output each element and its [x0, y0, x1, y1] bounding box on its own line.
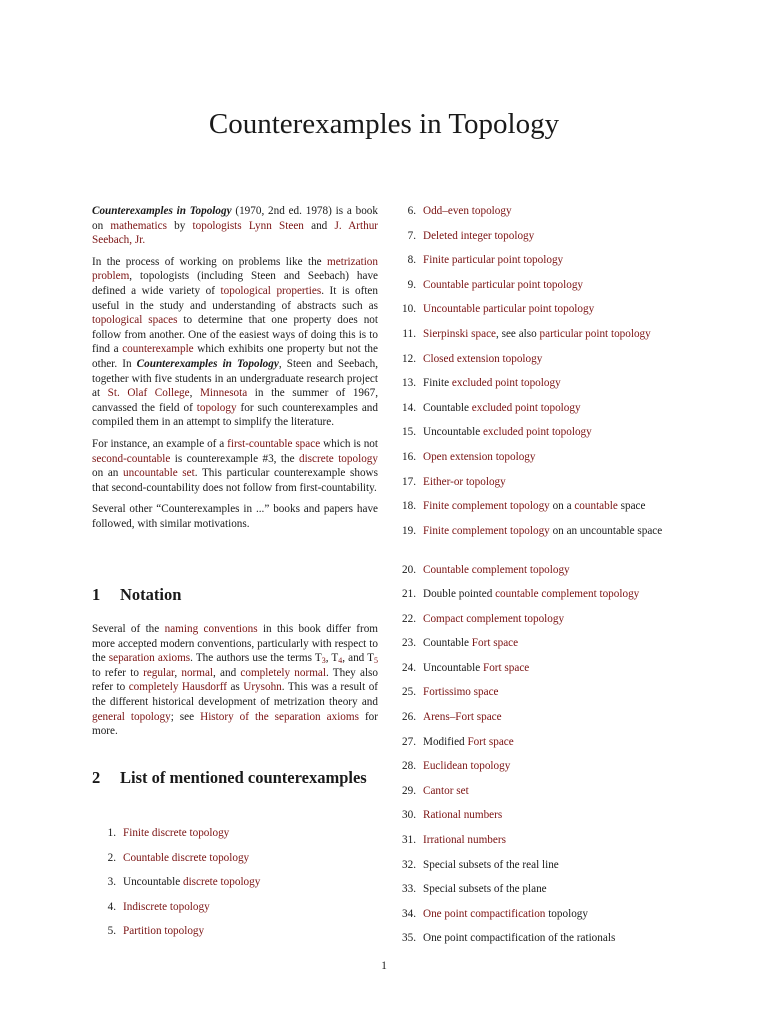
link-counterexample[interactable]: counterexample	[122, 343, 194, 356]
item-link[interactable]: Sierpinski space	[423, 327, 497, 340]
item-number: 16.	[402, 450, 416, 463]
item-link[interactable]: Finite complement topology	[423, 524, 550, 537]
list-item	[92, 851, 378, 876]
item-text	[423, 204, 676, 219]
item-text	[423, 759, 676, 774]
item-text	[423, 352, 676, 367]
item-number: 1.	[107, 827, 116, 839]
item-link[interactable]: Closed extension topology	[423, 352, 543, 365]
item-text: Modified Fort space	[423, 735, 514, 748]
section-1-heading: 1 Notation	[92, 585, 182, 604]
counterexample-list-left	[92, 826, 378, 949]
link-general-topology[interactable]: general topology	[92, 710, 171, 723]
item-link[interactable]: Either-or topology	[423, 475, 506, 488]
item-link[interactable]: Countable complement topology	[423, 563, 570, 576]
item-number: 11.	[402, 327, 416, 340]
item-number: 27.	[402, 735, 416, 748]
list-item	[392, 735, 676, 760]
item-link[interactable]: Euclidean topology	[423, 760, 511, 773]
link-st-olaf-college[interactable]: St. Olaf College	[107, 387, 190, 400]
list-item	[392, 253, 676, 278]
list-item	[92, 875, 378, 900]
list-item	[392, 563, 676, 588]
book-title: Counterexamples in Topology	[92, 205, 232, 217]
item-text: Finite complement topology on a countable space	[423, 500, 646, 513]
item-link[interactable]: Finite particular point topology	[423, 254, 564, 267]
item-text	[423, 685, 676, 700]
item-number: 29.	[402, 784, 416, 797]
list-item	[392, 907, 676, 932]
item-number: 33.	[402, 883, 416, 896]
item-text	[423, 833, 676, 848]
item-link[interactable]: Cantor set	[423, 784, 469, 797]
page-title: Counterexamples in Topology	[208, 108, 560, 140]
item-number: 25.	[402, 686, 416, 699]
link-metrization-problem[interactable]: metrization problem	[92, 255, 378, 283]
link-topologists[interactable]: topologists	[192, 219, 242, 232]
item-link[interactable]: Irrational numbers	[423, 834, 506, 847]
list-item	[92, 826, 378, 851]
link-minnesota[interactable]: Minnesota	[199, 387, 248, 400]
counterexample-list-right	[392, 204, 676, 956]
item-text	[123, 924, 378, 939]
item-number: 17.	[402, 475, 416, 488]
item-number: 18.	[402, 500, 416, 513]
item-link[interactable]: Rational numbers	[423, 809, 503, 822]
list-item	[392, 636, 676, 661]
link-lynn-steen[interactable]: Lynn Steen	[248, 219, 304, 232]
link-urysohn[interactable]: Urysohn	[243, 681, 282, 694]
item-number: 23.	[402, 637, 416, 650]
item-link[interactable]: excluded point topology	[471, 401, 581, 414]
item-link[interactable]: discrete topology	[182, 876, 261, 889]
item-text: Double pointed countable complement topology	[423, 588, 640, 601]
item-text: Uncountable Fort space	[423, 661, 530, 674]
item-text	[423, 229, 676, 244]
item-text: Countable excluded point topology	[423, 401, 581, 414]
item-text: Sierpinski space, see also particular point topology	[423, 327, 651, 340]
book-title-inline: Counterexamples in Topology	[136, 357, 279, 370]
intro-paragraph-3: For instance, an example of a first-countable space which is not second-countable is counterexample #3, the discrete topology on an uncountable set. This particular counterexample shows that second-countability does not follow from first-countability.	[92, 437, 378, 494]
item-number: 6.	[407, 205, 416, 217]
item-number: 30.	[402, 809, 416, 822]
link-mathematics[interactable]: mathematics	[110, 219, 167, 232]
list-item	[92, 924, 378, 949]
item-number: 15.	[402, 426, 416, 439]
item-text: Countable Fort space	[423, 637, 519, 650]
list-item	[392, 612, 676, 637]
item-link[interactable]: Partition topology	[123, 925, 205, 938]
item-text	[423, 808, 676, 823]
item-number: 14.	[402, 401, 416, 414]
item-number: 2.	[107, 851, 116, 864]
item-text	[423, 475, 676, 490]
list-item	[392, 524, 676, 563]
item-text: Special subsets of the plane	[423, 883, 547, 896]
item-text	[423, 253, 676, 268]
item-link[interactable]: excluded point topology	[482, 426, 592, 439]
list-item	[92, 900, 378, 925]
item-link[interactable]: countable	[574, 500, 618, 513]
item-link[interactable]: Fort space	[467, 735, 514, 748]
list-item	[392, 661, 676, 686]
list-item	[392, 587, 676, 612]
item-link[interactable]: Compact complement topology	[423, 612, 565, 625]
list-item	[392, 229, 676, 254]
item-number: 34.	[402, 907, 416, 920]
item-link[interactable]: Fortissimo space	[423, 686, 499, 699]
link-completely-normal[interactable]: completely normal	[240, 666, 326, 679]
item-number: 7.	[407, 229, 416, 242]
item-text	[423, 784, 676, 799]
list-item	[392, 450, 676, 475]
item-number: 3.	[107, 876, 116, 889]
item-link[interactable]: countable complement topology	[495, 588, 640, 601]
list-item	[392, 759, 676, 784]
link-topological-properties[interactable]: topological properties	[220, 284, 322, 297]
item-number: 8.	[407, 254, 416, 267]
list-item	[392, 401, 676, 426]
item-number: 32.	[402, 858, 416, 871]
item-link[interactable]: excluded point topology	[451, 377, 561, 390]
item-number: 12.	[402, 352, 416, 365]
item-text	[123, 900, 378, 915]
item-text	[123, 851, 378, 866]
link-second-countable[interactable]: second-countable	[92, 452, 171, 465]
list-item	[392, 931, 676, 956]
link-naming-conventions[interactable]: naming conventions	[164, 623, 258, 635]
link-uncountable-set[interactable]: uncountable set	[123, 467, 195, 480]
item-number: 9.	[407, 278, 416, 291]
list-item	[392, 685, 676, 710]
item-link[interactable]: Uncountable particular point topology	[423, 303, 595, 316]
item-text	[423, 710, 676, 725]
intro-paragraph-1: Counterexamples in Topology (1970, 2nd ed. 1978) is a book on mathematics by topologists Lynn Steen and J. Arthur Seebach, Jr.	[92, 205, 379, 247]
link-topological-spaces[interactable]: topological spaces	[92, 314, 178, 327]
list-item	[392, 425, 676, 450]
item-number: 10.	[402, 303, 416, 316]
item-text: Uncountable discrete topology	[123, 876, 261, 889]
list-item	[392, 302, 676, 327]
item-number: 4.	[107, 900, 116, 913]
item-link[interactable]: One point compactification	[423, 907, 546, 920]
item-number: 13.	[402, 377, 416, 390]
link-arthur-seebach[interactable]: J. Arthur Seebach, Jr.	[92, 219, 379, 247]
item-number: 31.	[402, 834, 416, 847]
item-link[interactable]: Fort space	[482, 661, 530, 674]
item-text: One point compactification of the rationals	[423, 932, 616, 945]
link-topology[interactable]: topology	[196, 401, 237, 414]
item-text	[423, 563, 676, 578]
item-link[interactable]: particular point topology	[539, 327, 651, 340]
list-item	[392, 784, 676, 809]
item-text	[123, 826, 378, 841]
list-item	[392, 376, 676, 401]
list-item	[392, 475, 676, 500]
item-link[interactable]: Deleted integer topology	[423, 229, 535, 242]
item-number: 28.	[402, 760, 416, 773]
item-text: Finite excluded point topology	[423, 377, 561, 390]
intro-column	[92, 204, 378, 538]
list-item	[392, 352, 676, 377]
item-text: Finite complement topology on an uncountable space	[423, 524, 663, 537]
item-number: 22.	[402, 612, 416, 625]
item-number: 5.	[107, 925, 116, 938]
link-first-countable-space[interactable]: first-countable space	[227, 437, 321, 450]
notation-paragraph: Several of the naming conventions in this book differ from more accepted modern conventions, particularly with respect to the separation axioms. The authors use the terms $T_3$, $T_4$, and $T_5$ to refer to regular, normal, and completely normal. They also refer to completely Hausdorff as Urysohn. This was a result of the different historical development of metrization theory and general topology; see History of the separation axioms for more.	[92, 623, 379, 738]
list-item	[392, 499, 676, 524]
list-item	[392, 833, 676, 858]
item-number: 24.	[402, 661, 416, 674]
section-2-heading: 2 List of mentioned counterexamples	[92, 768, 367, 787]
link-completely-hausdorff[interactable]: completely Hausdorff	[128, 681, 228, 694]
item-text: Uncountable excluded point topology	[423, 426, 592, 439]
item-number: 21.	[402, 588, 416, 601]
page-number: 1	[381, 960, 387, 972]
intro-paragraph-4: Several other “Counterexamples in ...” books and papers have followed, with similar motivations.	[92, 503, 378, 530]
item-number: 19.	[402, 524, 416, 537]
item-number: 26.	[402, 711, 416, 724]
link-history-separation-axioms[interactable]: History of the separation axioms	[200, 710, 359, 723]
link-discrete-topology[interactable]: discrete topology	[298, 452, 378, 465]
item-link[interactable]: Fort space	[471, 637, 519, 650]
item-text: One point compactification topology	[423, 907, 588, 920]
intro-paragraph-2: In the process of working on problems like the metrization problem, topologists (including Steen and Seebach) have defined a wide variety of topological properties. It is often useful in the study and understanding of abstracts such as topological spaces to determine that one property does not follow from another. One of the easiest ways of doing this is to find a counterexample which exhibits one property but not the other. In Counterexamples in Topology, Steen and Seebach, together with five students in an undergraduate research project at St. Olaf College, Minnesota in the summer of 1967, canvassed the field of topology for such counterexamples and compiled them in an attempt to simplify the literature.	[92, 255, 379, 429]
item-number: 35.	[402, 932, 416, 945]
item-text: Special subsets of the real line	[423, 858, 559, 871]
item-link[interactable]: Odd–even topology	[423, 205, 512, 217]
item-link[interactable]: Countable discrete topology	[123, 851, 250, 864]
item-text	[423, 612, 676, 627]
item-text	[423, 450, 676, 465]
item-link[interactable]: Finite complement topology	[423, 500, 550, 513]
link-separation-axioms[interactable]: separation axioms	[108, 652, 191, 665]
list-item	[392, 858, 676, 883]
list-item	[392, 882, 676, 907]
item-text	[423, 302, 676, 317]
list-item	[392, 808, 676, 833]
list-item	[392, 327, 676, 352]
item-number: 20.	[402, 563, 416, 576]
item-link[interactable]: Open extension topology	[423, 450, 536, 463]
item-link[interactable]: Arens–Fort space	[423, 711, 502, 724]
list-item	[392, 710, 676, 735]
item-link[interactable]: Indiscrete topology	[123, 900, 210, 913]
list-item	[392, 204, 676, 229]
link-regular[interactable]: regular	[143, 666, 175, 679]
item-text	[423, 278, 676, 293]
item-link[interactable]: Finite discrete topology	[123, 827, 230, 839]
item-link[interactable]: Countable particular point topology	[423, 278, 584, 291]
link-normal[interactable]: normal	[181, 666, 214, 679]
list-item	[392, 278, 676, 303]
